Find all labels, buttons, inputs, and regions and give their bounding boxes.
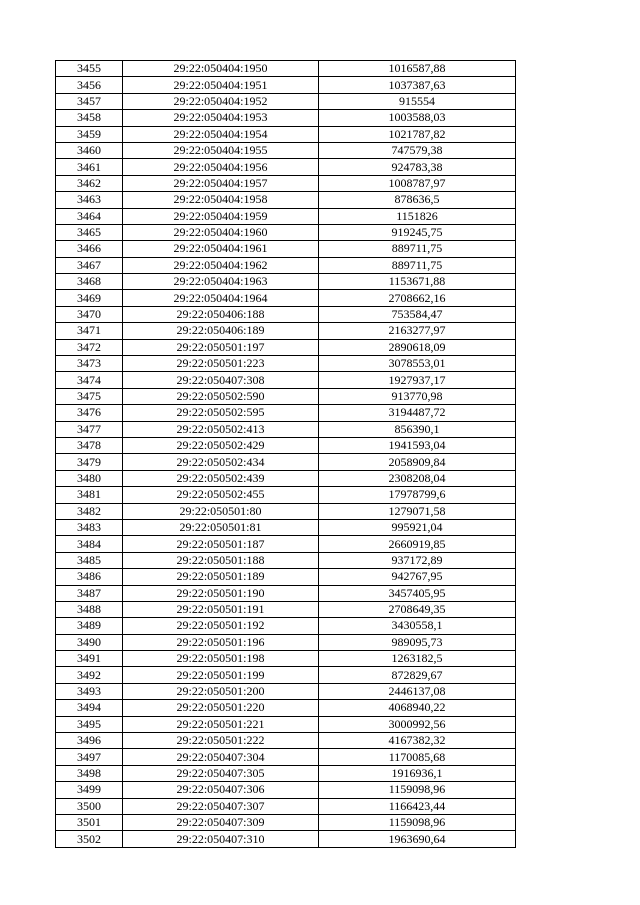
- value-cell: 1279071,58: [319, 503, 516, 519]
- table-row: [56, 454, 516, 470]
- table-row: [56, 159, 516, 175]
- value-cell: 3430558,1: [319, 618, 516, 634]
- value-cell: 3078553,01: [319, 356, 516, 372]
- row-number-cell: 3464: [56, 208, 123, 224]
- table-row: [56, 405, 516, 421]
- value-cell: 1941593,04: [319, 437, 516, 453]
- value-cell: 989095,73: [319, 634, 516, 650]
- table-row: [56, 437, 516, 453]
- row-number-cell: 3461: [56, 159, 123, 175]
- row-number-cell: 3477: [56, 421, 123, 437]
- value-cell: 872829,67: [319, 667, 516, 683]
- cadastral-number-cell: 29:22:050407:304: [123, 749, 319, 765]
- row-number-cell: 3456: [56, 77, 123, 93]
- table-row: [56, 339, 516, 355]
- table-row: [56, 601, 516, 617]
- value-cell: 4167382,32: [319, 733, 516, 749]
- cadastral-number-cell: 29:22:050501:191: [123, 601, 319, 617]
- table-row: [56, 814, 516, 830]
- cadastral-number-cell: 29:22:050501:220: [123, 700, 319, 716]
- cadastral-number-cell: 29:22:050501:197: [123, 339, 319, 355]
- table-row: [56, 700, 516, 716]
- cadastral-number-cell: 29:22:050404:1951: [123, 77, 319, 93]
- table-row: [56, 503, 516, 519]
- row-number-cell: 3501: [56, 814, 123, 830]
- cadastral-number-cell: 29:22:050404:1956: [123, 159, 319, 175]
- table-row: [56, 192, 516, 208]
- data-table: [55, 60, 516, 848]
- cadastral-number-cell: 29:22:050404:1955: [123, 142, 319, 158]
- value-cell: 1153671,88: [319, 274, 516, 290]
- cadastral-number-cell: 29:22:050407:306: [123, 782, 319, 798]
- cadastral-number-cell: 29:22:050502:434: [123, 454, 319, 470]
- row-number-cell: 3455: [56, 61, 123, 77]
- row-number-cell: 3473: [56, 356, 123, 372]
- table-row: [56, 93, 516, 109]
- value-cell: 889711,75: [319, 257, 516, 273]
- cadastral-number-cell: 29:22:050502:439: [123, 470, 319, 486]
- value-cell: 2660919,85: [319, 536, 516, 552]
- value-cell: 889711,75: [319, 241, 516, 257]
- table-row: [56, 798, 516, 814]
- value-cell: 1166423,44: [319, 798, 516, 814]
- cadastral-number-cell: 29:22:050501:222: [123, 733, 319, 749]
- table-row: [56, 831, 516, 847]
- table-row: [56, 470, 516, 486]
- table-row: [56, 224, 516, 240]
- value-cell: 17978799,6: [319, 487, 516, 503]
- cadastral-number-cell: 29:22:050501:200: [123, 683, 319, 699]
- value-cell: 937172,89: [319, 552, 516, 568]
- cadastral-number-cell: 29:22:050501:189: [123, 569, 319, 585]
- value-cell: 995921,04: [319, 519, 516, 535]
- row-number-cell: 3475: [56, 388, 123, 404]
- table-row: [56, 388, 516, 404]
- cadastral-number-cell: 29:22:050501:198: [123, 651, 319, 667]
- row-number-cell: 3491: [56, 651, 123, 667]
- cadastral-number-cell: 29:22:050407:310: [123, 831, 319, 847]
- table-row: [56, 585, 516, 601]
- table-row: [56, 618, 516, 634]
- table-row: [56, 290, 516, 306]
- table-row: [56, 733, 516, 749]
- value-cell: 2163277,97: [319, 323, 516, 339]
- row-number-cell: 3466: [56, 241, 123, 257]
- cadastral-number-cell: 29:22:050406:188: [123, 306, 319, 322]
- value-cell: 1963690,64: [319, 831, 516, 847]
- value-cell: 856390,1: [319, 421, 516, 437]
- table-row: [56, 651, 516, 667]
- table-row: [56, 683, 516, 699]
- value-cell: 1016587,88: [319, 61, 516, 77]
- table-row: [56, 667, 516, 683]
- table-row: [56, 782, 516, 798]
- cadastral-number-cell: 29:22:050501:81: [123, 519, 319, 535]
- row-number-cell: 3467: [56, 257, 123, 273]
- value-cell: 3457405,95: [319, 585, 516, 601]
- row-number-cell: 3479: [56, 454, 123, 470]
- table-row: [56, 77, 516, 93]
- row-number-cell: 3489: [56, 618, 123, 634]
- table-row: [56, 356, 516, 372]
- cadastral-number-cell: 29:22:050404:1957: [123, 175, 319, 191]
- cadastral-number-cell: 29:22:050404:1958: [123, 192, 319, 208]
- cadastral-number-cell: 29:22:050501:187: [123, 536, 319, 552]
- table-row: [56, 421, 516, 437]
- row-number-cell: 3463: [56, 192, 123, 208]
- value-cell: 2058909,84: [319, 454, 516, 470]
- cadastral-number-cell: 29:22:050404:1962: [123, 257, 319, 273]
- row-number-cell: 3469: [56, 290, 123, 306]
- cadastral-number-cell: 29:22:050407:307: [123, 798, 319, 814]
- cadastral-number-cell: 29:22:050407:305: [123, 765, 319, 781]
- table-row: [56, 487, 516, 503]
- table-row: [56, 110, 516, 126]
- value-cell: 3000992,56: [319, 716, 516, 732]
- cadastral-number-cell: 29:22:050407:308: [123, 372, 319, 388]
- table-row: [56, 569, 516, 585]
- table-row: [56, 749, 516, 765]
- row-number-cell: 3462: [56, 175, 123, 191]
- cadastral-number-cell: 29:22:050501:192: [123, 618, 319, 634]
- cadastral-number-cell: 29:22:050501:221: [123, 716, 319, 732]
- row-number-cell: 3482: [56, 503, 123, 519]
- row-number-cell: 3497: [56, 749, 123, 765]
- table-row: [56, 175, 516, 191]
- table-row: [56, 142, 516, 158]
- value-cell: 1170085,68: [319, 749, 516, 765]
- value-cell: 1003588,03: [319, 110, 516, 126]
- table-row: [56, 208, 516, 224]
- table-row: [56, 257, 516, 273]
- value-cell: 4068940,22: [319, 700, 516, 716]
- row-number-cell: 3476: [56, 405, 123, 421]
- value-cell: 1263182,5: [319, 651, 516, 667]
- value-cell: 2446137,08: [319, 683, 516, 699]
- cadastral-number-cell: 29:22:050404:1954: [123, 126, 319, 142]
- value-cell: 1159098,96: [319, 782, 516, 798]
- cadastral-number-cell: 29:22:050501:190: [123, 585, 319, 601]
- cadastral-number-cell: 29:22:050404:1960: [123, 224, 319, 240]
- row-number-cell: 3492: [56, 667, 123, 683]
- value-cell: 913770,98: [319, 388, 516, 404]
- value-cell: 1927937,17: [319, 372, 516, 388]
- value-cell: 2890618,09: [319, 339, 516, 355]
- row-number-cell: 3488: [56, 601, 123, 617]
- cadastral-number-cell: 29:22:050502:590: [123, 388, 319, 404]
- value-cell: 747579,38: [319, 142, 516, 158]
- row-number-cell: 3474: [56, 372, 123, 388]
- table-row: [56, 306, 516, 322]
- row-number-cell: 3478: [56, 437, 123, 453]
- value-cell: 2708662,16: [319, 290, 516, 306]
- row-number-cell: 3470: [56, 306, 123, 322]
- cadastral-number-cell: 29:22:050404:1952: [123, 93, 319, 109]
- row-number-cell: 3459: [56, 126, 123, 142]
- value-cell: 753584,47: [319, 306, 516, 322]
- table-row: [56, 552, 516, 568]
- table-row: [56, 634, 516, 650]
- row-number-cell: 3481: [56, 487, 123, 503]
- cadastral-number-cell: 29:22:050502:413: [123, 421, 319, 437]
- cadastral-number-cell: 29:22:050502:455: [123, 487, 319, 503]
- table-row: [56, 519, 516, 535]
- row-number-cell: 3458: [56, 110, 123, 126]
- table-row: [56, 716, 516, 732]
- row-number-cell: 3485: [56, 552, 123, 568]
- cadastral-number-cell: 29:22:050404:1959: [123, 208, 319, 224]
- value-cell: 1151826: [319, 208, 516, 224]
- row-number-cell: 3502: [56, 831, 123, 847]
- row-number-cell: 3496: [56, 733, 123, 749]
- cadastral-number-cell: 29:22:050404:1964: [123, 290, 319, 306]
- cadastral-number-cell: 29:22:050501:196: [123, 634, 319, 650]
- row-number-cell: 3486: [56, 569, 123, 585]
- value-cell: 878636,5: [319, 192, 516, 208]
- cadastral-number-cell: 29:22:050502:429: [123, 437, 319, 453]
- row-number-cell: 3490: [56, 634, 123, 650]
- row-number-cell: 3498: [56, 765, 123, 781]
- value-cell: 2708649,35: [319, 601, 516, 617]
- table-row: [56, 323, 516, 339]
- row-number-cell: 3457: [56, 93, 123, 109]
- cadastral-number-cell: 29:22:050404:1953: [123, 110, 319, 126]
- row-number-cell: 3499: [56, 782, 123, 798]
- cadastral-number-cell: 29:22:050502:595: [123, 405, 319, 421]
- row-number-cell: 3480: [56, 470, 123, 486]
- row-number-cell: 3494: [56, 700, 123, 716]
- cadastral-number-cell: 29:22:050501:223: [123, 356, 319, 372]
- row-number-cell: 3468: [56, 274, 123, 290]
- cadastral-number-cell: 29:22:050404:1950: [123, 61, 319, 77]
- cadastral-number-cell: 29:22:050407:309: [123, 814, 319, 830]
- value-cell: 2308208,04: [319, 470, 516, 486]
- value-cell: 915554: [319, 93, 516, 109]
- row-number-cell: 3460: [56, 142, 123, 158]
- cadastral-number-cell: 29:22:050406:189: [123, 323, 319, 339]
- value-cell: 1037387,63: [319, 77, 516, 93]
- cadastral-number-cell: 29:22:050501:199: [123, 667, 319, 683]
- cadastral-number-cell: 29:22:050404:1961: [123, 241, 319, 257]
- row-number-cell: 3487: [56, 585, 123, 601]
- value-cell: 1008787,97: [319, 175, 516, 191]
- row-number-cell: 3495: [56, 716, 123, 732]
- table-row: [56, 765, 516, 781]
- row-number-cell: 3465: [56, 224, 123, 240]
- row-number-cell: 3484: [56, 536, 123, 552]
- table-row: [56, 241, 516, 257]
- row-number-cell: 3483: [56, 519, 123, 535]
- row-number-cell: 3500: [56, 798, 123, 814]
- table-row: [56, 61, 516, 77]
- value-cell: 1159098,96: [319, 814, 516, 830]
- row-number-cell: 3472: [56, 339, 123, 355]
- cadastral-number-cell: 29:22:050501:188: [123, 552, 319, 568]
- value-cell: 942767,95: [319, 569, 516, 585]
- value-cell: 919245,75: [319, 224, 516, 240]
- table-row: [56, 536, 516, 552]
- value-cell: 924783,38: [319, 159, 516, 175]
- cadastral-number-cell: 29:22:050404:1963: [123, 274, 319, 290]
- table-body: [56, 61, 516, 848]
- cadastral-number-cell: 29:22:050501:80: [123, 503, 319, 519]
- value-cell: 1021787,82: [319, 126, 516, 142]
- value-cell: 3194487,72: [319, 405, 516, 421]
- table-row: [56, 126, 516, 142]
- row-number-cell: 3493: [56, 683, 123, 699]
- table-row: [56, 372, 516, 388]
- row-number-cell: 3471: [56, 323, 123, 339]
- value-cell: 1916936,1: [319, 765, 516, 781]
- table-row: [56, 274, 516, 290]
